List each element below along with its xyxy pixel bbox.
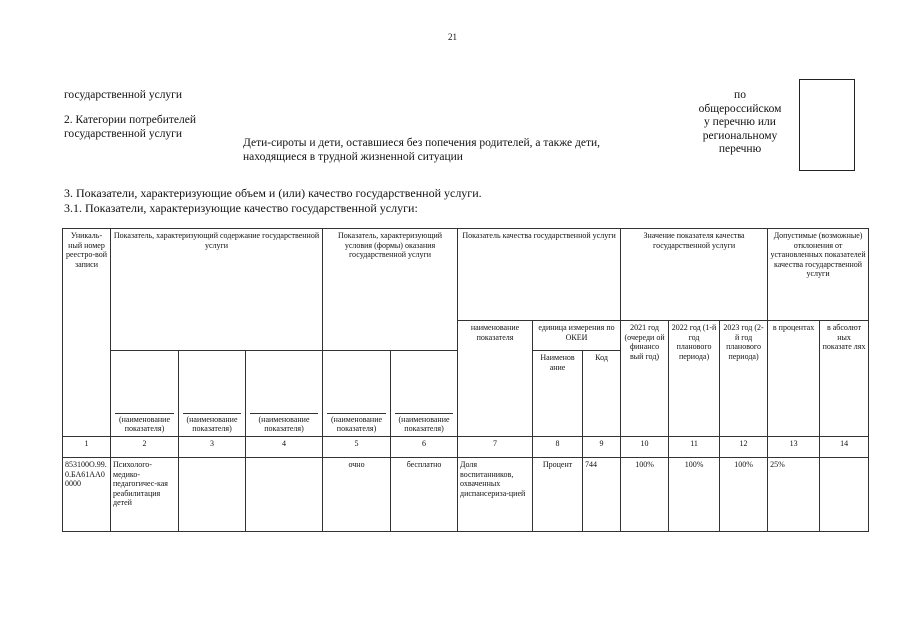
column-number: 9: [583, 437, 621, 458]
header-content-param-3: (наименование показателя): [246, 351, 323, 437]
header-year-2021: 2021 год (очереди ой финансо вый год): [621, 321, 669, 437]
cell-unique-number: 853100О.99.0.БА61АА00000: [63, 458, 111, 532]
column-number: 5: [323, 437, 391, 458]
service-name-tail: государственной услуги: [64, 89, 183, 101]
header-values: Значение показателя качества государственной услуги: [621, 229, 768, 321]
header-okei-code: Код: [583, 351, 621, 437]
consumers-value-line1: Дети-сироты и дети, оставшиеся без попечения родителей, а также дети,: [243, 137, 601, 149]
cell-indicator: Доля воспитанников, охваченных диспансериза-цией: [458, 458, 533, 532]
table-row: [63, 458, 869, 532]
cell-content-2: [179, 458, 246, 532]
header-absolute: в абсолют ных показате лях: [820, 321, 869, 437]
header-indicator-name: наименование показателя: [458, 321, 533, 437]
column-number: 2: [111, 437, 179, 458]
header-conditions: Показатель, характеризующий условия (формы) оказания государственной услуги: [323, 229, 458, 351]
header-condition-param-2: (наименование показателя): [391, 351, 458, 437]
header-content-param-2: (наименование показателя): [179, 351, 246, 437]
header-content: Показатель, характеризующий содержание государственной услуги: [111, 229, 323, 351]
column-number: 14: [820, 437, 869, 458]
column-numbers-row: [63, 437, 869, 458]
registry-label-line: по: [734, 89, 746, 101]
header-year-2022: 2022 год (1-й год планового периода): [669, 321, 720, 437]
column-number: 3: [179, 437, 246, 458]
cell-unit-code: 744: [583, 458, 621, 532]
page-number: 21: [448, 32, 457, 42]
column-number: 8: [533, 437, 583, 458]
header-quality: Показатель качества государственной услуги: [458, 229, 621, 321]
registry-label-line: у перечню или: [704, 116, 776, 128]
cell-unit-name: Процент: [533, 458, 583, 532]
column-number: 1: [63, 437, 111, 458]
quality-indicators-table: [62, 228, 869, 532]
cell-dev-absolute: [820, 458, 869, 532]
section31-heading: 3.1. Показатели, характеризующие качество государственной услуги:: [64, 201, 418, 215]
header-content-param-1: (наименование показателя): [111, 351, 179, 437]
cell-condition-1: очно: [323, 458, 391, 532]
header-percent: в процентах: [768, 321, 820, 437]
column-number: 12: [720, 437, 768, 458]
consumers-value-line2: находящиеся в трудной жизненной ситуации: [243, 151, 463, 163]
cell-value-2021: 100%: [621, 458, 669, 532]
header-deviation: Допустимые (возможные) отклонения от установленных показателей качества государственной услуги: [768, 229, 869, 321]
consumers-label-line2: государственной услуги: [64, 128, 183, 140]
registry-label-line: региональному: [702, 129, 778, 142]
header-okei: единица измерения по ОКЕИ: [533, 321, 621, 351]
cell-dev-percent: 25%: [768, 458, 820, 532]
consumers-label-line1: 2. Категории потребителей: [64, 114, 196, 126]
registry-label: [680, 89, 800, 157]
header-year-2023: 2023 год (2-й год планового периода): [720, 321, 768, 437]
column-number: 4: [246, 437, 323, 458]
header-condition-param-1: (наименование показателя): [323, 351, 391, 437]
column-number: 7: [458, 437, 533, 458]
column-number: 6: [391, 437, 458, 458]
header-unique-number: Уникаль-ный номер реестро-вой записи: [63, 229, 111, 437]
cell-value-2022: 100%: [669, 458, 720, 532]
column-number: 13: [768, 437, 820, 458]
registry-label-line: общероссийском: [698, 102, 782, 115]
cell-content-3: [246, 458, 323, 532]
column-number: 10: [621, 437, 669, 458]
cell-value-2023: 100%: [720, 458, 768, 532]
registry-label-line: перечню: [718, 143, 762, 155]
section3-heading: 3. Показатели, характеризующие объем и (или) качество государственной услуги.: [64, 186, 482, 200]
cell-content-1: Психолого-медико-педагогичес-кая реабилитация детей: [111, 458, 179, 532]
registry-code-box: [799, 79, 855, 171]
column-number: 11: [669, 437, 720, 458]
header-okei-name: Наименов ание: [533, 351, 583, 437]
cell-condition-2: бесплатно: [391, 458, 458, 532]
